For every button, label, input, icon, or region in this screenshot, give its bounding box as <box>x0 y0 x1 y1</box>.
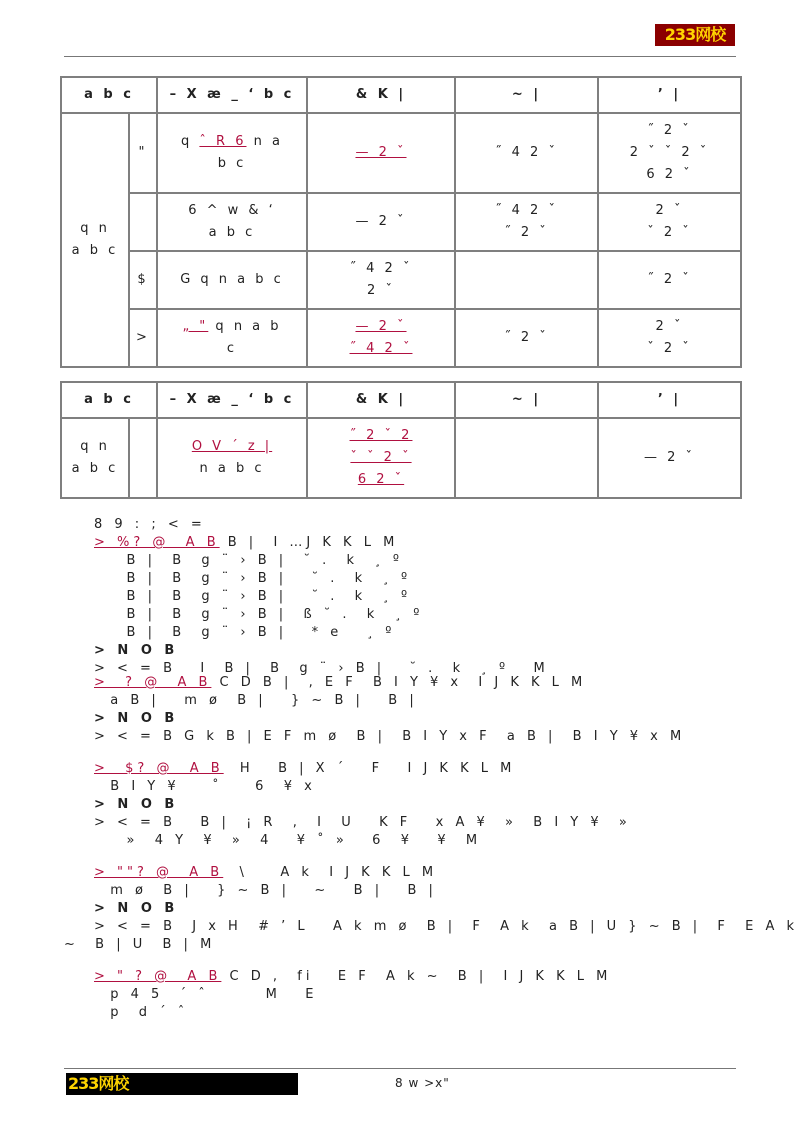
row-mark <box>129 193 157 251</box>
question-block <box>94 674 685 746</box>
explanation-line: > < = B G k B | E F m ø B | B I Y x F a B | B I Y ¥ x M <box>94 729 686 744</box>
option-line: m ø B | } ~ B | ~ B | B | <box>94 883 437 898</box>
question-block <box>94 534 549 678</box>
footer-rule <box>64 1068 736 1069</box>
value-cell: 2 ˇ ˇ 2 ˇ <box>598 309 741 367</box>
question-link[interactable]: > ""? @ A B <box>94 865 224 880</box>
question-line: > $? @ A B H B | X ´ F I J K K L M <box>94 761 516 776</box>
answer-label: > N O B <box>94 797 179 812</box>
explanation-line: » 4 Y ¥ » 4 ¥ ˚ » 6 ¥ ¥ M <box>94 833 482 848</box>
section-heading: 8 9 : ; < = <box>94 517 206 532</box>
question-link[interactable]: > " ? @ A B <box>94 969 222 984</box>
value-cell: — 2 ˇ <box>307 113 455 193</box>
value-cell: — 2 ˇ <box>307 193 455 251</box>
footer-logo: 233网校 <box>66 1073 298 1095</box>
fee-table-1 <box>60 76 742 368</box>
fee-table-2 <box>60 381 742 499</box>
option-line: B | B g ¨ › B | ˘ . k ¸ º <box>94 553 404 568</box>
header-cell: & K | <box>307 382 455 418</box>
option-line: p d ´ ˆ <box>94 1005 189 1020</box>
question-link[interactable]: > %? @ A B <box>94 535 220 550</box>
question-line: > " ? @ A B C D , fi E F A k ~ B | I J K K L M <box>94 969 612 984</box>
answer-label: > N O B <box>94 711 179 726</box>
value-cell: ˝ 4 2 ˇ <box>455 113 598 193</box>
question-block <box>94 968 611 1022</box>
item-link[interactable]: O V ´ z | <box>191 439 273 454</box>
question-block <box>94 760 631 850</box>
explanation-line: ~ B | U B | M <box>64 937 216 952</box>
table-row <box>61 193 741 251</box>
value-cell <box>455 418 598 498</box>
header-cell: ’ | <box>598 77 741 113</box>
item-cell: q ˆ R 6 n a b c <box>157 113 307 193</box>
value-cell <box>455 251 598 309</box>
category-label: a b c <box>71 243 119 258</box>
header-cell: ~ | <box>455 382 598 418</box>
row-mark: $ <box>129 251 157 309</box>
value-cell: ˝ 2 ˇ 2 ˇ ˇ 2 ˇ 6 2 ˇ <box>598 113 741 193</box>
question-line: > ? @ A B C D B | , E F B I Y ¥ x I J K K L M <box>94 675 587 690</box>
question-link[interactable]: > ? @ A B <box>94 675 212 690</box>
row-mark: > <box>129 309 157 367</box>
answer-label: > N O B <box>94 643 179 658</box>
header-cell: ’ | <box>598 382 741 418</box>
row-mark: " <box>129 113 157 193</box>
option-line: B | B g ¨ › B | * e ¸ º <box>94 625 396 640</box>
value-cell: — 2 ˇ <box>598 418 741 498</box>
question-block <box>94 864 798 936</box>
value-cell: ˝ 2 ˇ 2 ˇ ˇ 2 ˇ 6 2 ˇ <box>307 418 455 498</box>
category-cell: q n a b c <box>61 418 129 498</box>
option-line: B | B g ¨ › B | ˘ . k ¸ º <box>94 589 412 604</box>
explanation-line: > < = B B | ¡ R , I U K F x A ¥ » B I Y ¥ » <box>94 815 631 830</box>
item-cell: 6 ^ w & ‘ a b c <box>157 193 307 251</box>
header-cell: a b c <box>61 382 157 418</box>
table-row <box>61 113 741 193</box>
brand-logo: 233网校 <box>655 24 735 46</box>
value-cell: ˝ 2 ˇ <box>598 251 741 309</box>
value-cell: ˝ 4 2 ˇ ˝ 2 ˇ <box>455 193 598 251</box>
item-cell: O V ´ z | n a b c <box>157 418 307 498</box>
value-cell: — 2 ˇ ˝ 4 2 ˇ <box>307 309 455 367</box>
category-label: q n <box>80 221 110 236</box>
item-cell: G q n a b c <box>157 251 307 309</box>
row-mark <box>129 418 157 498</box>
header-cell: – X æ _ ‘ b c <box>157 77 307 113</box>
value-cell: ˝ 4 2 ˇ 2 ˇ <box>307 251 455 309</box>
item-link[interactable]: ˆ R 6 <box>199 134 247 149</box>
header-rule <box>64 56 736 57</box>
page-number: 8 w >x" <box>395 1076 450 1090</box>
table-header-row <box>61 382 741 418</box>
header-cell: a b c <box>61 77 157 113</box>
answer-label: > N O B <box>94 901 179 916</box>
value-cell: ˝ 2 ˇ <box>455 309 598 367</box>
header-cell: ~ | <box>455 77 598 113</box>
category-cell <box>61 113 129 367</box>
option-line: B I Y ¥ ˚ 6 ¥ x <box>94 779 316 794</box>
table-row <box>61 309 741 367</box>
table-row <box>61 251 741 309</box>
table-row <box>61 418 741 498</box>
value-cell: 2 ˇ ˇ 2 ˇ <box>598 193 741 251</box>
item-cell: „ " q n a b c <box>157 309 307 367</box>
explanation-line: > < = B I B | B g ¨ › B | ˘ . k ¸ º M <box>94 661 549 676</box>
option-line: B | B g ¨ › B | ˘ . k ¸ º <box>94 571 412 586</box>
option-line: a B | m ø B | } ~ B | B | <box>94 693 418 708</box>
question-link[interactable]: > $? @ A B <box>94 761 224 776</box>
header-cell: – X æ _ ‘ b c <box>157 382 307 418</box>
question-line: > %? @ A B B | I …J K K L M <box>94 535 399 550</box>
item-link[interactable]: „ " <box>182 319 209 334</box>
option-line: B | B g ¨ › B | ß ˘ . k ¸ º <box>94 607 424 622</box>
explanation-line: > < = B J x H # ’ L A k m ø B | F A k a B | U } ~ B | F E A k <box>94 919 799 934</box>
option-line: p 4 5 ´ ˆ M E <box>94 987 318 1002</box>
table-header-row <box>61 77 741 113</box>
question-line: > ""? @ A B \ A k I J K K L M <box>94 865 438 880</box>
header-cell: & K | <box>307 77 455 113</box>
